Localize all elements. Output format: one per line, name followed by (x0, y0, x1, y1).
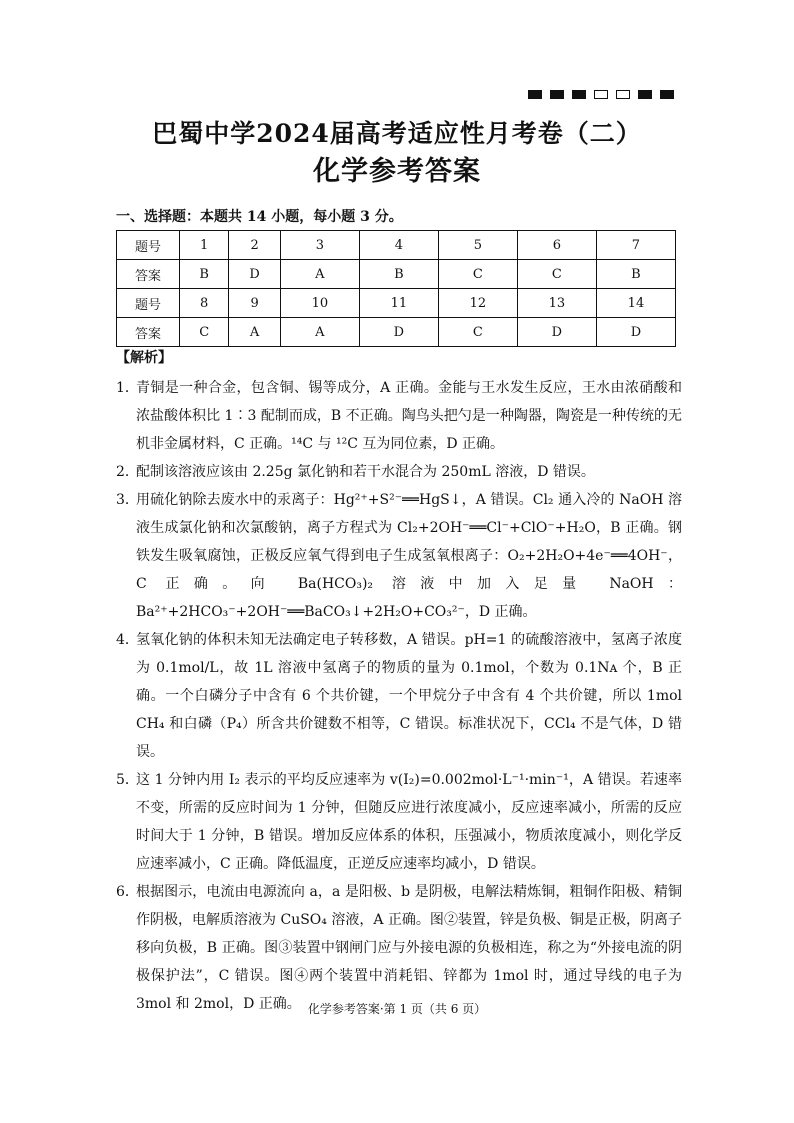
table-row-label: 题号 (117, 231, 180, 260)
table-row (117, 318, 676, 347)
analysis-item-text: 氢氧化钠的体积未知无法确定电子转移数，A 错误。pH=1 的硫酸溶液中，氢离子浓度为 0.1mol/L，故 1L 溶液中氢离子的物质的量为 0.1mol，个数为 0.1Nᴀ 个，B 正确。一个白磷分子中含有 6 个共价键，一个甲烷分子中含有 4 个共价键，所以 1mol CH₄ 和白磷（P₄）所含共价键数不相等，C 错误。标准状况下，CCl₄ 不是气体，D 错误。 (136, 632, 682, 760)
analysis-item (116, 878, 682, 1018)
table-cell: C (517, 260, 596, 289)
header-mark (594, 90, 608, 99)
header-mark (528, 90, 542, 99)
section-heading: 一、选择题：本题共 14 小题，每小题 3 分。 (116, 209, 403, 225)
header-marks (528, 90, 674, 99)
table-cell: 14 (596, 289, 675, 318)
table-cell: A (280, 260, 359, 289)
table-cell: 3 (280, 231, 359, 260)
table-cell: B (596, 260, 675, 289)
header-mark (660, 90, 674, 99)
header-mark (616, 90, 630, 99)
table-row (117, 231, 676, 260)
header-mark (550, 90, 564, 99)
table-cell: 10 (280, 289, 359, 318)
table-cell: A (229, 318, 281, 347)
table-cell: 5 (438, 231, 517, 260)
answer-table (116, 230, 676, 347)
analysis-item (116, 766, 682, 878)
table-cell: B (359, 260, 438, 289)
analysis-item-text: 根据图示，电流由电源流向 a，a 是阳极、b 是阴极，电解法精炼铜，粗铜作阳极、精铜作阴极，电解质溶液为 CuSO₄ 溶液，A 正确。图②装置，锌是负极、铜是正极，阴离子移向负极，B 正确。图③装置中钢闸门应与外接电源的负极相连，称之为“外接电流的阴极保护法”，C 错误。图④两个装置中消耗铝、锌都为 1mol 时，通过导线的电子为 3mol 和 2mol，D 正确。 (136, 884, 682, 1012)
table-row (117, 260, 676, 289)
table-row-label: 题号 (117, 289, 180, 318)
analysis-item-text: 青铜是一种合金，包含铜、锡等成分，A 正确。金能与王水发生反应，王水由浓硝酸和浓盐酸体积比 1∶3 配制而成，B 不正确。陶鸟头把勺是一种陶器，陶瓷是一种传统的无机非金属材料，C 正确。¹⁴C 与 ¹²C 互为同位素，D 正确。 (136, 380, 682, 452)
table-cell: 7 (596, 231, 675, 260)
table-row (117, 289, 676, 318)
table-cell: D (359, 318, 438, 347)
analysis-item-number: 5． (116, 772, 139, 788)
table-cell: D (229, 260, 281, 289)
table-cell: 9 (229, 289, 281, 318)
exam-subtitle: 化学参考答案 (313, 156, 481, 187)
table-cell: 12 (438, 289, 517, 318)
table-cell: C (438, 260, 517, 289)
analysis-heading: 【解析】 (116, 350, 172, 366)
analysis-item-number: 1． (116, 380, 139, 396)
table-row-label: 答案 (117, 318, 180, 347)
table-cell: D (517, 318, 596, 347)
exam-title: 巴蜀中学2024届高考适应性月考卷（二） (152, 119, 642, 148)
table-cell: 1 (180, 231, 229, 260)
analysis-item-number: 4． (116, 632, 139, 648)
table-cell: 13 (517, 289, 596, 318)
analysis-item-text: 配制该溶液应该由 2.25g 氯化钠和若干水混合为 250mL 溶液，D 错误。 (136, 464, 595, 480)
analysis-item (116, 374, 682, 458)
table-cell: B (180, 260, 229, 289)
analysis-body (116, 374, 682, 1018)
table-cell: C (180, 318, 229, 347)
analysis-item (116, 626, 682, 766)
table-cell: C (438, 318, 517, 347)
table-cell: A (280, 318, 359, 347)
header-mark (638, 90, 652, 99)
table-cell: 2 (229, 231, 281, 260)
table-cell: 6 (517, 231, 596, 260)
analysis-item-number: 3． (116, 492, 139, 508)
table-cell: D (596, 318, 675, 347)
table-cell: 11 (359, 289, 438, 318)
table-row-label: 答案 (117, 260, 180, 289)
analysis-item (116, 458, 682, 486)
analysis-item-number: 6． (116, 884, 139, 900)
page-footer: 化学参考答案·第 1 页（共 6 页） (307, 1002, 487, 1016)
analysis-item-text: 这 1 分钟内用 I₂ 表示的平均反应速率为 v(I₂)=0.002mol·L⁻¹·min⁻¹，A 错误。若速率不变，所需的反应时间为 1 分钟，但随反应进行浓度减小，反应速率减小，所需的反应时间大于 1 分钟，B 错误。增加反应体系的体积，压强减小，物质浓度减小，则化学反应速率减小，C 正确。降低温度，正逆反应速率均减小，D 错误。 (136, 772, 682, 872)
table-cell: 4 (359, 231, 438, 260)
analysis-item-text: 用硫化钠除去废水中的汞离子：Hg²⁺+S²⁻══HgS↓，A 错误。Cl₂ 通入冷的 NaOH 溶液生成氯化钠和次氯酸钠，离子方程式为 Cl₂+2OH⁻══Cl⁻+ClO⁻+H₂O，B 正确。钢铁发生吸氧腐蚀，正极反应氧气得到电子生成氢氧根离子：O₂+2H₂O+4e⁻══4OH⁻，C 正确。向 Ba(HCO₃)₂ 溶液中加入足量 NaOH：Ba²⁺+2HCO₃⁻+2OH⁻══BaCO₃↓+2H₂O+CO₃²⁻，D 正确。 (136, 492, 682, 620)
header-mark (572, 90, 586, 99)
analysis-item-number: 2． (116, 464, 139, 480)
analysis-item (116, 486, 682, 626)
table-cell: 8 (180, 289, 229, 318)
